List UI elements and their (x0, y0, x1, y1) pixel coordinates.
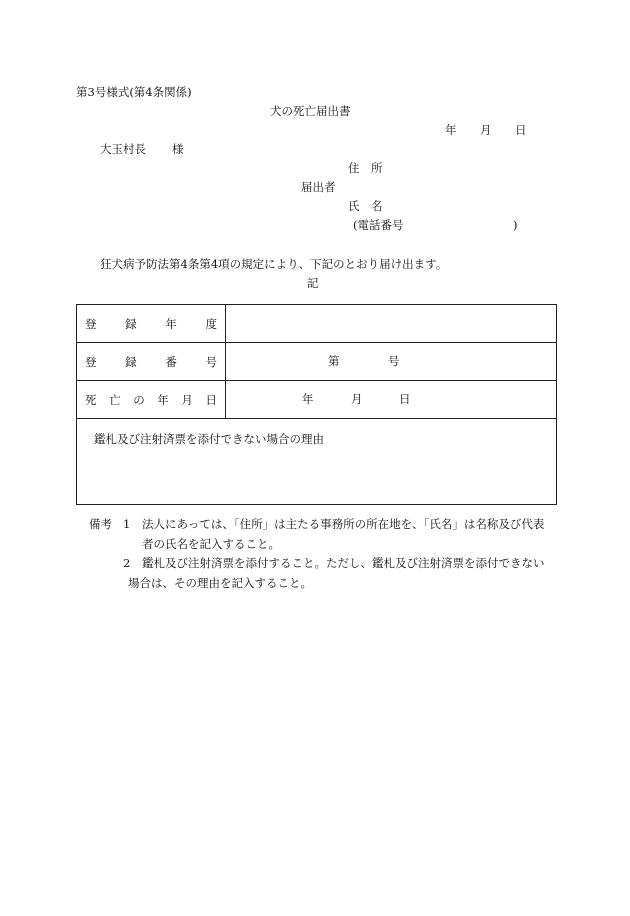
label-char: 録 (125, 316, 137, 331)
label-char: 月 (181, 392, 193, 407)
form-number: 第3号様式(第4条関係) (76, 85, 192, 99)
addressee-honorific: 様 (172, 142, 184, 156)
label-char: 年 (157, 392, 169, 407)
applicant-label: 届出者 (301, 180, 336, 194)
phone-label: (電話番号 (353, 218, 404, 232)
number-prefix: 第 (328, 354, 340, 368)
name-label-char: 氏 (348, 199, 360, 213)
date-day: 日 (515, 123, 527, 137)
address-label-char: 住 (348, 161, 360, 175)
label-char: 番 (165, 354, 177, 369)
death-month-unit: 月 (351, 392, 363, 406)
statement: 狂犬病予防法第4条第4項の規定により、下記のとおり届け出ます。 (100, 257, 448, 271)
phone-close-paren: ) (513, 218, 518, 232)
document-title: 犬の死亡届出書 (270, 104, 351, 118)
remark-text: 法人にあっては、「住所」は主たる事務所の所在地を、「氏名」は名称及び代表 (142, 517, 545, 531)
remark-number: 1 (123, 517, 131, 531)
ki-heading: 記 (307, 276, 319, 290)
date-year: 年 (445, 123, 457, 137)
table-row-death-date (77, 381, 557, 419)
reason-label: 鑑札及び注射済票を添付できない場合の理由 (94, 432, 324, 446)
row-label (77, 381, 226, 419)
table-row-reason (77, 419, 557, 505)
label-char: 年 (165, 316, 177, 331)
date-month: 月 (480, 123, 492, 137)
death-date-field[interactable] (226, 381, 557, 419)
remark-text: 者の氏名を記入すること。 (142, 537, 280, 551)
death-day-unit: 日 (399, 392, 411, 406)
label-char: の (133, 392, 145, 407)
row-label (77, 305, 226, 343)
table-row-registration-number (77, 343, 557, 381)
row-label (77, 343, 226, 381)
label-char: 号 (205, 354, 217, 369)
remarks-label: 備考 (89, 517, 112, 531)
notification-table (76, 304, 557, 505)
label-char: 日 (205, 392, 217, 407)
addressee-name: 大玉村長 (100, 142, 146, 156)
registration-year-field[interactable] (226, 305, 557, 343)
registration-number-field[interactable] (226, 343, 557, 381)
remark-text: 鑑札及び注射済票を添付すること。ただし、鑑札及び注射済票を添付できない (142, 556, 545, 570)
name-label-char: 名 (371, 199, 383, 213)
label-char: 登 (85, 354, 97, 369)
label-char: 録 (125, 354, 137, 369)
label-char: 亡 (109, 392, 121, 407)
number-suffix: 号 (388, 354, 400, 368)
reason-field[interactable] (77, 419, 557, 505)
remark-number: 2 (123, 556, 131, 570)
label-char: 登 (85, 316, 97, 331)
label-char: 死 (85, 392, 97, 407)
remark-text: 場合は、その理由を記入すること。 (128, 576, 312, 590)
label-char: 度 (205, 316, 217, 331)
table-row-registration-year (77, 305, 557, 343)
death-year-unit: 年 (302, 392, 314, 406)
address-label-char: 所 (371, 161, 383, 175)
